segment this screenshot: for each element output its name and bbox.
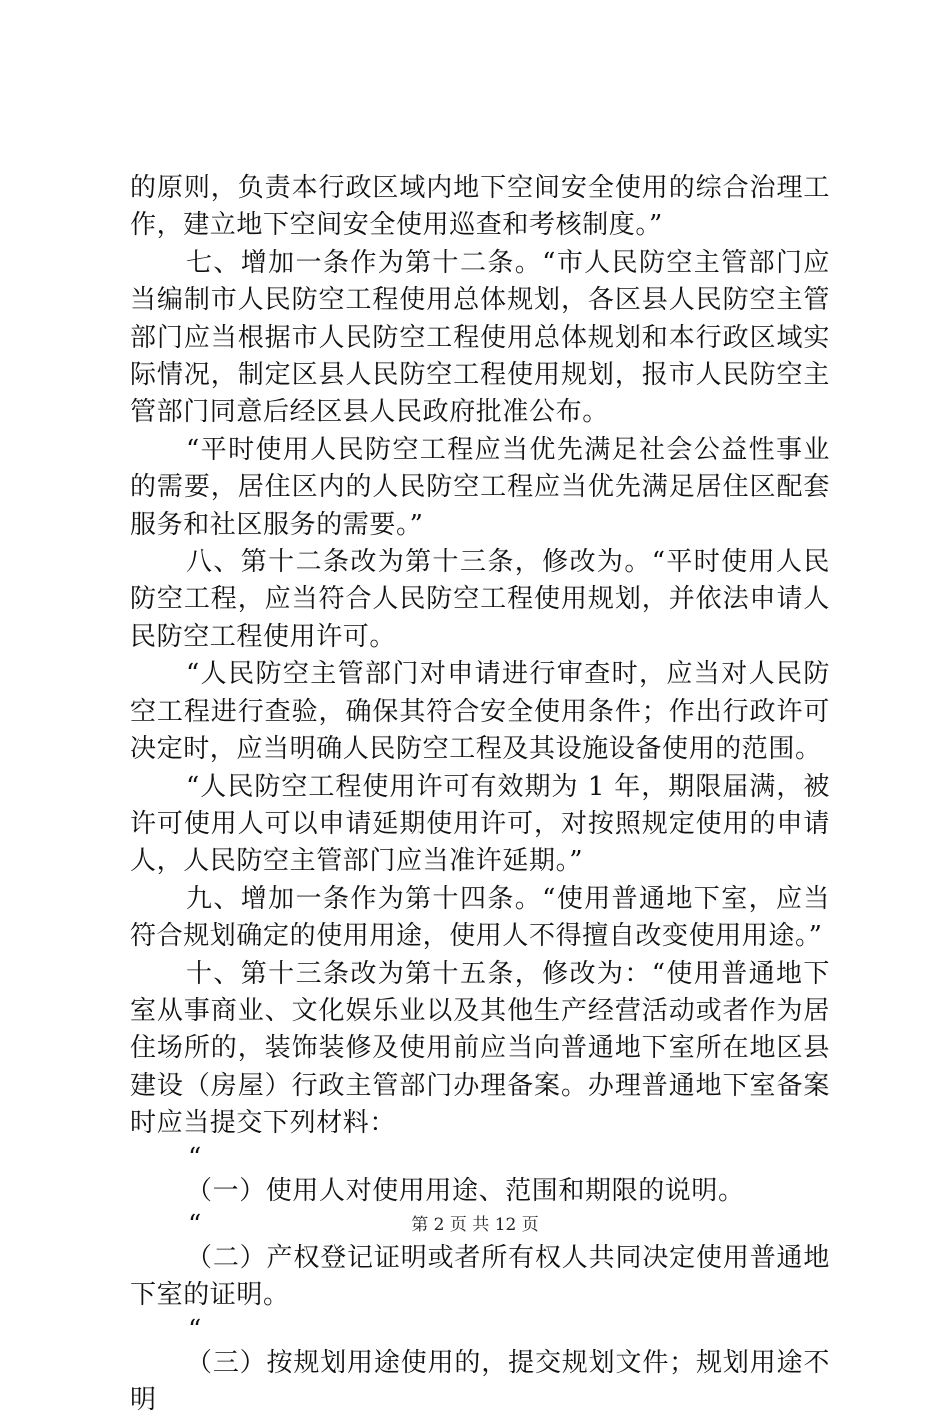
paragraph: 七、增加一条作为第十二条。“市人民防空主管部门应当编制市人民防空工程使用总体规划，各区县人民防空主管部门应当根据市人民防空工程使用总体规划和本行政区域实际情况，制定区县人民防空工程使用规划，报市人民防空主管部门同意后经区县人民政府批准公布。 <box>130 247 830 428</box>
list-item: （三）按规划用途使用的，提交规划文件；规划用途不明 <box>130 1347 830 1416</box>
opening-quote-mark: “ <box>188 1314 202 1345</box>
page-footer <box>0 1213 950 1237</box>
paragraph: 八、第十二条改为第十三条，修改为。“平时使用人民防空工程，应当符合人民防空工程使用规划，并依法申请人民防空工程使用许可。 <box>130 547 830 652</box>
opening-quote-mark: “ <box>188 1209 202 1240</box>
page-number-label: 第 2 页 共 12 页 <box>411 1215 539 1235</box>
list-item: （二）产权登记证明或者所有权人共同决定使用普通地下室的证明。 <box>130 1242 830 1311</box>
paragraph: 十、第十三条改为第十五条，修改为：“使用普通地下室从事商业、文化娱乐业以及其他生产经营活动或者作为居住场所的，装饰装修及使用前应当向普通地下室所在地区县建设（房屋）行政主管部门办理备案。办理普通地下室备案时应当提交下列材料： <box>130 958 830 1139</box>
paragraph: “人民防空工程使用许可有效期为 1 年，期限届满，被许可使用人可以申请延期使用许可，对按照规定使用的申请人，人民防空主管部门应当准许延期。” <box>130 771 830 877</box>
opening-quote-mark: “ <box>188 1142 202 1173</box>
paragraph: 九、增加一条作为第十四条。“使用普通地下室，应当符合规划确定的使用用途，使用人不得擅自改变使用用途。” <box>130 883 830 952</box>
paragraph: 的原则，负责本行政区域内地下空间安全使用的综合治理工作，建立地下空间安全使用巡查和考核制度。” <box>130 173 830 241</box>
paragraph: “人民防空主管部门对申请进行审查时，应当对人民防空工程进行查验，确保其符合安全使用条件；作出行政许可决定时，应当明确人民防空工程及其设施设备使用的范围。 <box>130 659 830 765</box>
paragraph: “平时使用人民防空工程应当优先满足社会公益性事业的需要，居住区内的人民防空工程应当优先满足居住区配套服务和社区服务的需要。” <box>130 434 830 540</box>
list-item: （一）使用人对使用用途、范围和期限的说明。 <box>186 1175 745 1206</box>
